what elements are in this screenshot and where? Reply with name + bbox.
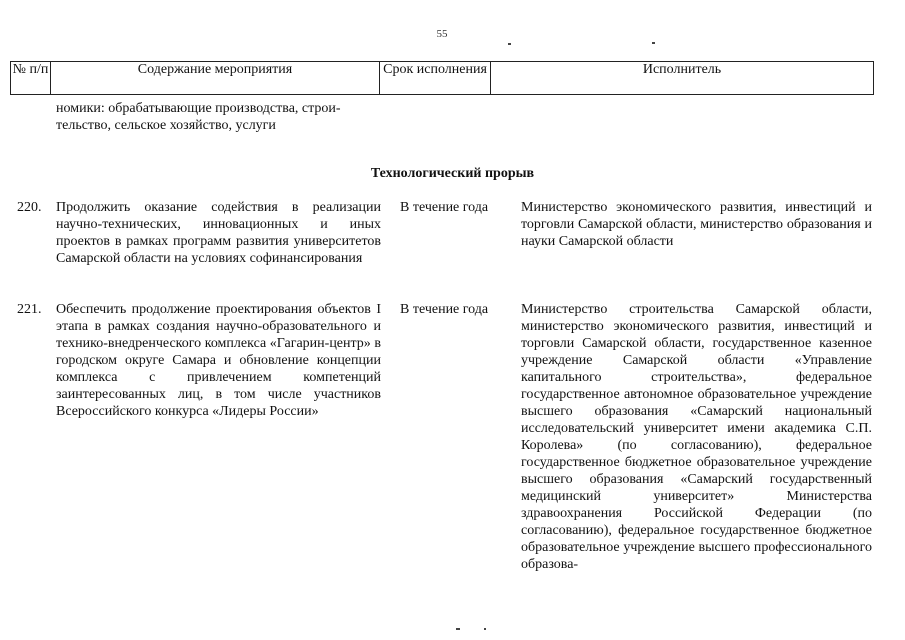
row-executor: Министерство экономического развития, инвестиций и торговли Самарской области, министерство образования и науки Самарской области xyxy=(521,200,872,249)
scan-speck xyxy=(652,42,655,44)
page-number: 55 xyxy=(436,28,448,40)
scan-speck xyxy=(508,43,511,45)
scan-speck xyxy=(456,628,460,630)
section-heading: Технологический прорыв xyxy=(370,166,535,181)
scan-speck xyxy=(484,628,486,630)
row-term: В течение года xyxy=(400,200,489,215)
continuation-text: номики: обрабатывающие производства, строи- тельство, сельское хозяйство, услуги xyxy=(56,101,341,133)
row-number: 221. xyxy=(17,302,42,317)
header-content: Содержание мероприятия xyxy=(51,62,380,95)
row-content: Обеспечить продолжение проектирования объектов I этапа в рамках создания научно-образовательного и технико-внедренческого комплекса «Гагарин-центр» в городском округе Самара и обновление концепции комплекса с привлечением компетенций заинтересованных лиц, в том числе участников Всероссийского конкурса «Лидеры России» xyxy=(56,302,381,419)
header-term: Срок исполнения xyxy=(380,62,491,95)
table-header xyxy=(10,61,874,95)
row-term: В течение года xyxy=(400,302,489,317)
row-number: 220. xyxy=(17,200,42,215)
row-content: Продолжить оказание содействия в реализации научно-технических, инновационных и иных проектов в рамках программ развития университетов Самарской области на условиях софинансирования xyxy=(56,200,381,266)
row-executor: Министерство строительства Самарской области, министерство экономического развития, инвестиций и торговли Самарской области, государственное казенное учреждение Самарской области «Управление капитального строительства», федеральное государственное автономное образовательное учреждение высшего образования «Самарский национальный исследовательский университет имени академика С.П. Королева» (по согласованию), федеральное государственное бюджетное образовательное учреждение высшего образования «Самарский государственный медицинский университет» Министерства здравоохранения Российской Федерации (по согласованию), федеральное государственное бюджетное образовательное учреждение высшего профессионального образова- xyxy=(521,302,872,572)
header-executor: Исполнитель xyxy=(491,62,874,95)
header-number: № п/п xyxy=(11,62,51,95)
